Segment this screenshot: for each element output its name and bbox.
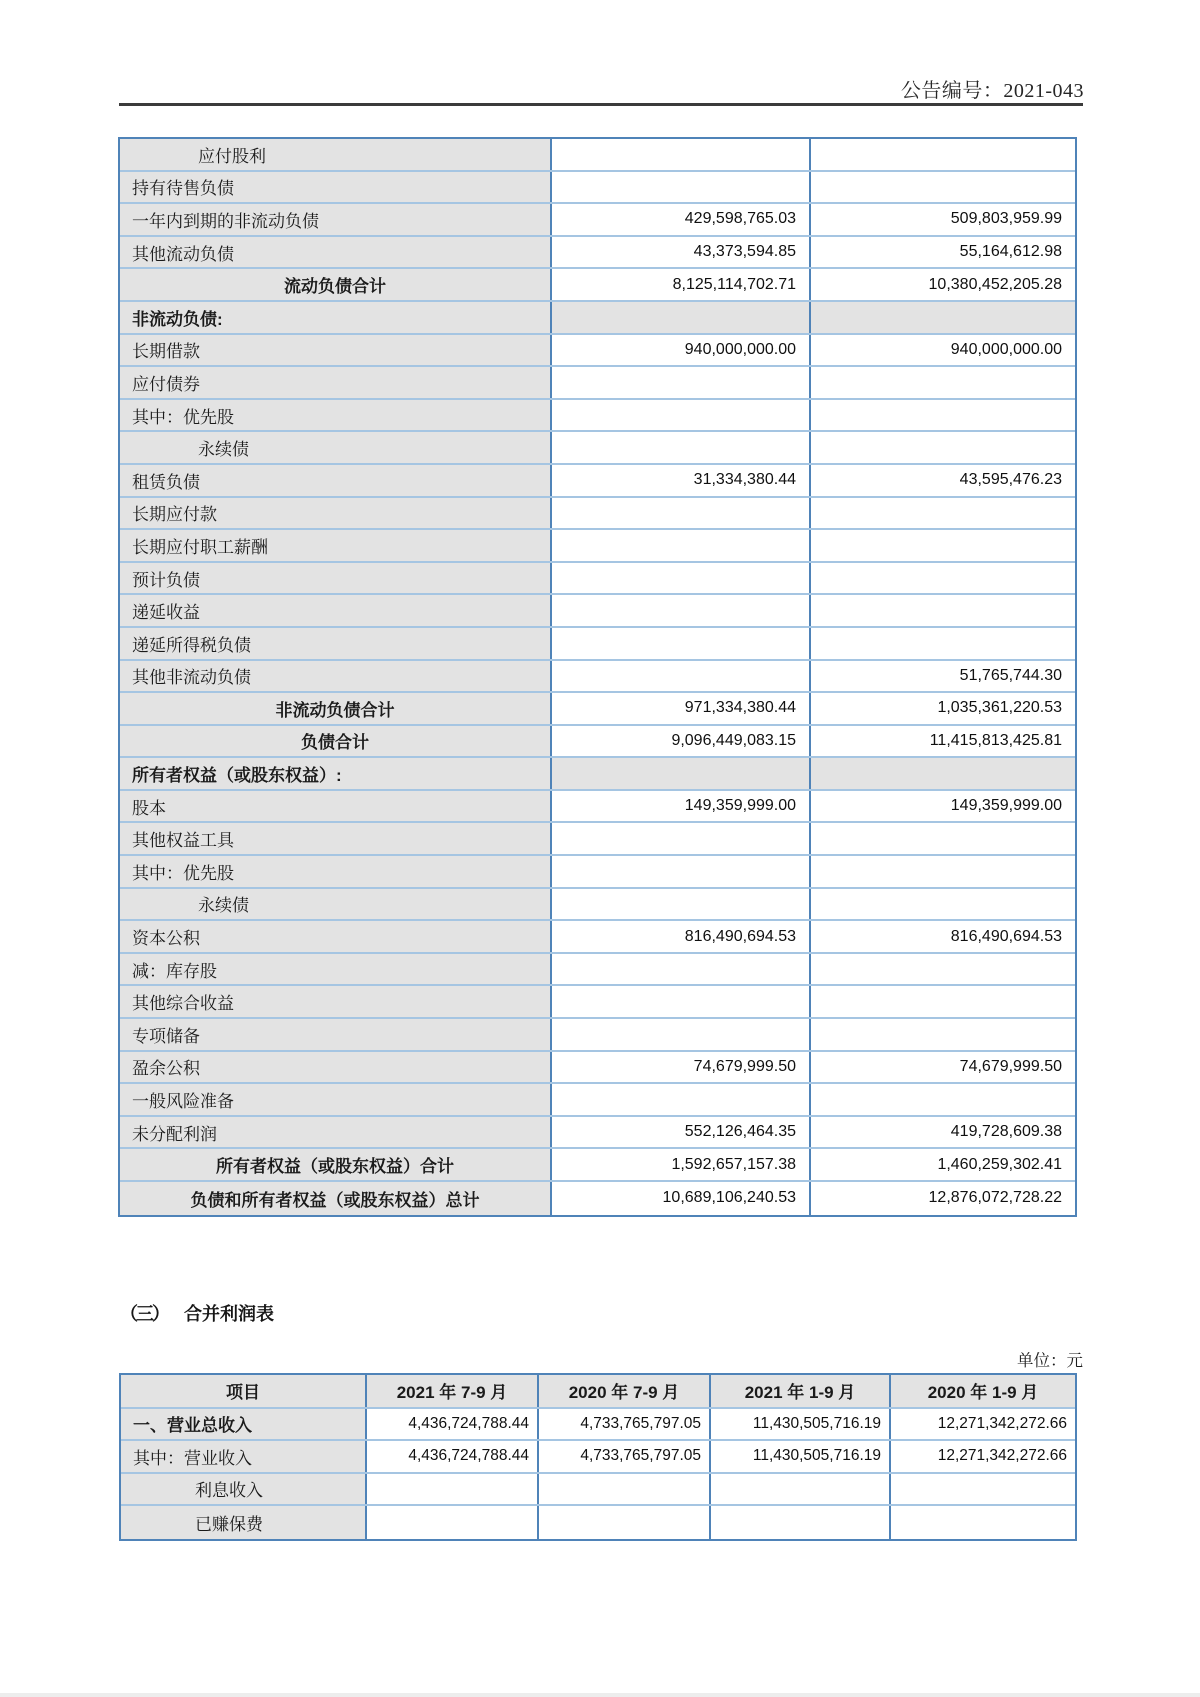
row-value: 10,689,106,240.53: [552, 1182, 811, 1215]
row-value: [811, 628, 1075, 659]
row-value: 43,595,476.23: [811, 465, 1075, 496]
row-label: 永续债: [120, 432, 552, 463]
row-value: [552, 823, 811, 854]
balance-sheet-table: [118, 137, 1077, 1217]
row-value: [811, 432, 1075, 463]
section-number: （三）: [120, 1304, 168, 1324]
column-header: 2020 年 1-9 月: [891, 1375, 1075, 1407]
row-value: [552, 628, 811, 659]
row-value: [367, 1506, 539, 1539]
column-header: 2021 年 7-9 月: [367, 1375, 539, 1407]
table-row: [120, 693, 1075, 726]
row-value: [811, 856, 1075, 887]
row-value: [811, 172, 1075, 203]
column-header: 2020 年 7-9 月: [539, 1375, 711, 1407]
row-value: [367, 1474, 539, 1505]
row-label: 减：库存股: [120, 954, 552, 985]
table-row: [120, 726, 1075, 759]
row-label: 所有者权益（或股东权益）合计: [120, 1149, 552, 1180]
row-value: 11,430,505,716.19: [711, 1409, 891, 1440]
row-value: [552, 758, 811, 789]
row-label: 长期应付款: [120, 498, 552, 529]
row-label: 租赁负债: [120, 465, 552, 496]
row-value: [539, 1474, 711, 1505]
row-label: 其中：优先股: [120, 400, 552, 431]
table-row: [120, 269, 1075, 302]
row-label: 长期借款: [120, 335, 552, 366]
row-label: 其他权益工具: [120, 823, 552, 854]
row-value: 12,271,342,272.66: [891, 1441, 1075, 1472]
row-label: 其他非流动负债: [120, 661, 552, 692]
row-label: 永续债: [120, 889, 552, 920]
header-rule: [119, 103, 1083, 106]
row-value: 43,373,594.85: [552, 237, 811, 268]
row-value: [552, 530, 811, 561]
row-value: [552, 498, 811, 529]
row-value: 816,490,694.53: [811, 921, 1075, 952]
row-label: 流动负债合计: [120, 269, 552, 300]
row-value: 1,592,657,157.38: [552, 1149, 811, 1180]
row-label: 应付股利: [120, 139, 552, 170]
row-value: [552, 367, 811, 398]
table-row: [120, 628, 1075, 661]
table-row: [120, 465, 1075, 498]
table-row: [120, 954, 1075, 987]
table-row: [120, 302, 1075, 335]
table-row: [120, 139, 1075, 172]
row-value: 11,415,813,425.81: [811, 726, 1075, 757]
table-row: [120, 1182, 1075, 1215]
row-value: [711, 1506, 891, 1539]
row-value: [539, 1506, 711, 1539]
row-value: [552, 661, 811, 692]
row-label: 负债和所有者权益（或股东权益）总计: [120, 1182, 552, 1215]
unit-label: 单位：元: [1017, 1352, 1083, 1370]
row-label: 递延收益: [120, 595, 552, 626]
row-value: 4,436,724,788.44: [367, 1441, 539, 1472]
row-value: 940,000,000.00: [811, 335, 1075, 366]
row-label: 一般风险准备: [120, 1084, 552, 1115]
table-row: [120, 1084, 1075, 1117]
table-row: [120, 661, 1075, 694]
row-value: [811, 563, 1075, 594]
row-value: [891, 1474, 1075, 1505]
table-row: [120, 400, 1075, 433]
table-row: [120, 237, 1075, 270]
row-value: 11,430,505,716.19: [711, 1441, 891, 1472]
row-value: 149,359,999.00: [811, 791, 1075, 822]
row-value: [552, 986, 811, 1017]
table-row: [120, 367, 1075, 400]
table-row: [120, 921, 1075, 954]
row-value: [552, 172, 811, 203]
page-bottom-edge: [0, 1693, 1200, 1697]
row-value: 1,460,259,302.41: [811, 1149, 1075, 1180]
row-value: [811, 367, 1075, 398]
row-label: 其他流动负债: [120, 237, 552, 268]
table-row: [120, 1117, 1075, 1150]
row-value: 12,876,072,728.22: [811, 1182, 1075, 1215]
section-title-text: 合并利润表: [184, 1304, 274, 1324]
row-label: 其他综合收益: [120, 986, 552, 1017]
table-row: [121, 1474, 1075, 1507]
row-value: 971,334,380.44: [552, 693, 811, 724]
table-row: [120, 498, 1075, 531]
row-value: [552, 563, 811, 594]
row-value: [811, 302, 1075, 333]
row-value: [811, 889, 1075, 920]
row-label: 一、营业总收入: [121, 1409, 367, 1440]
row-value: [811, 400, 1075, 431]
row-value: [552, 595, 811, 626]
row-value: [552, 400, 811, 431]
table-row: [120, 432, 1075, 465]
row-value: 509,803,959.99: [811, 204, 1075, 235]
table-row: [120, 172, 1075, 205]
row-value: 31,334,380.44: [552, 465, 811, 496]
row-value: [552, 1084, 811, 1115]
row-value: 149,359,999.00: [552, 791, 811, 822]
table-row: [120, 1149, 1075, 1182]
row-label: 递延所得税负债: [120, 628, 552, 659]
table-row: [120, 1052, 1075, 1085]
row-label: 一年内到期的非流动负债: [120, 204, 552, 235]
column-header: 2021 年 1-9 月: [711, 1375, 891, 1407]
row-label: 所有者权益（或股东权益）:: [120, 758, 552, 789]
row-value: [552, 432, 811, 463]
income-statement-table: [119, 1373, 1077, 1541]
table-row: [121, 1506, 1075, 1539]
row-label: 长期应付职工薪酬: [120, 530, 552, 561]
row-value: [552, 889, 811, 920]
row-value: 429,598,765.03: [552, 204, 811, 235]
row-label: 非流动负债合计: [120, 693, 552, 724]
table-row: [120, 595, 1075, 628]
row-value: [811, 823, 1075, 854]
row-value: [811, 758, 1075, 789]
row-value: [811, 1019, 1075, 1050]
row-value: 74,679,999.50: [552, 1052, 811, 1083]
table-row: [120, 563, 1075, 596]
row-value: [711, 1474, 891, 1505]
table-row: [120, 530, 1075, 563]
row-value: [552, 1019, 811, 1050]
row-value: [811, 986, 1075, 1017]
row-label: 非流动负债:: [120, 302, 552, 333]
row-value: 816,490,694.53: [552, 921, 811, 952]
row-label: 资本公积: [120, 921, 552, 952]
row-value: [891, 1506, 1075, 1539]
row-label: 预计负债: [120, 563, 552, 594]
table-row: [120, 1019, 1075, 1052]
row-value: 74,679,999.50: [811, 1052, 1075, 1083]
announcement-number: 公告编号：2021-043: [900, 80, 1084, 102]
table-row: [120, 791, 1075, 824]
row-label: 负债合计: [120, 726, 552, 757]
row-value: [552, 302, 811, 333]
row-value: 1,035,361,220.53: [811, 693, 1075, 724]
row-value: 4,733,765,797.05: [539, 1441, 711, 1472]
table-row: [121, 1441, 1075, 1474]
column-header: 项目: [121, 1375, 367, 1407]
row-label: 未分配利润: [120, 1117, 552, 1148]
row-label: 应付债券: [120, 367, 552, 398]
row-value: 940,000,000.00: [552, 335, 811, 366]
header-row: [121, 1375, 1075, 1409]
row-value: 552,126,464.35: [552, 1117, 811, 1148]
row-value: [811, 954, 1075, 985]
row-value: 12,271,342,272.66: [891, 1409, 1075, 1440]
row-label: 利息收入: [121, 1474, 367, 1505]
row-value: 4,436,724,788.44: [367, 1409, 539, 1440]
table-row: [120, 889, 1075, 922]
row-label: 持有待售负债: [120, 172, 552, 203]
row-value: 419,728,609.38: [811, 1117, 1075, 1148]
row-value: 9,096,449,083.15: [552, 726, 811, 757]
table-row: [120, 335, 1075, 368]
table-row: [120, 823, 1075, 856]
table-row: [120, 856, 1075, 889]
table-row: [120, 758, 1075, 791]
row-value: [811, 498, 1075, 529]
row-label: 盈余公积: [120, 1052, 552, 1083]
row-label: 其中：营业收入: [121, 1441, 367, 1472]
row-value: 10,380,452,205.28: [811, 269, 1075, 300]
row-value: 51,765,744.30: [811, 661, 1075, 692]
row-value: [552, 856, 811, 887]
row-value: [811, 530, 1075, 561]
row-label: 股本: [120, 791, 552, 822]
row-label: 已赚保费: [121, 1506, 367, 1539]
table-row: [121, 1409, 1075, 1442]
row-value: [552, 954, 811, 985]
row-value: [811, 1084, 1075, 1115]
row-value: 55,164,612.98: [811, 237, 1075, 268]
row-value: [811, 139, 1075, 170]
row-value: [811, 595, 1075, 626]
row-label: 其中：优先股: [120, 856, 552, 887]
row-label: 专项储备: [120, 1019, 552, 1050]
row-value: 4,733,765,797.05: [539, 1409, 711, 1440]
row-value: [552, 139, 811, 170]
table-row: [120, 204, 1075, 237]
table-row: [120, 986, 1075, 1019]
row-value: 8,125,114,702.71: [552, 269, 811, 300]
section-title: [120, 1300, 274, 1326]
